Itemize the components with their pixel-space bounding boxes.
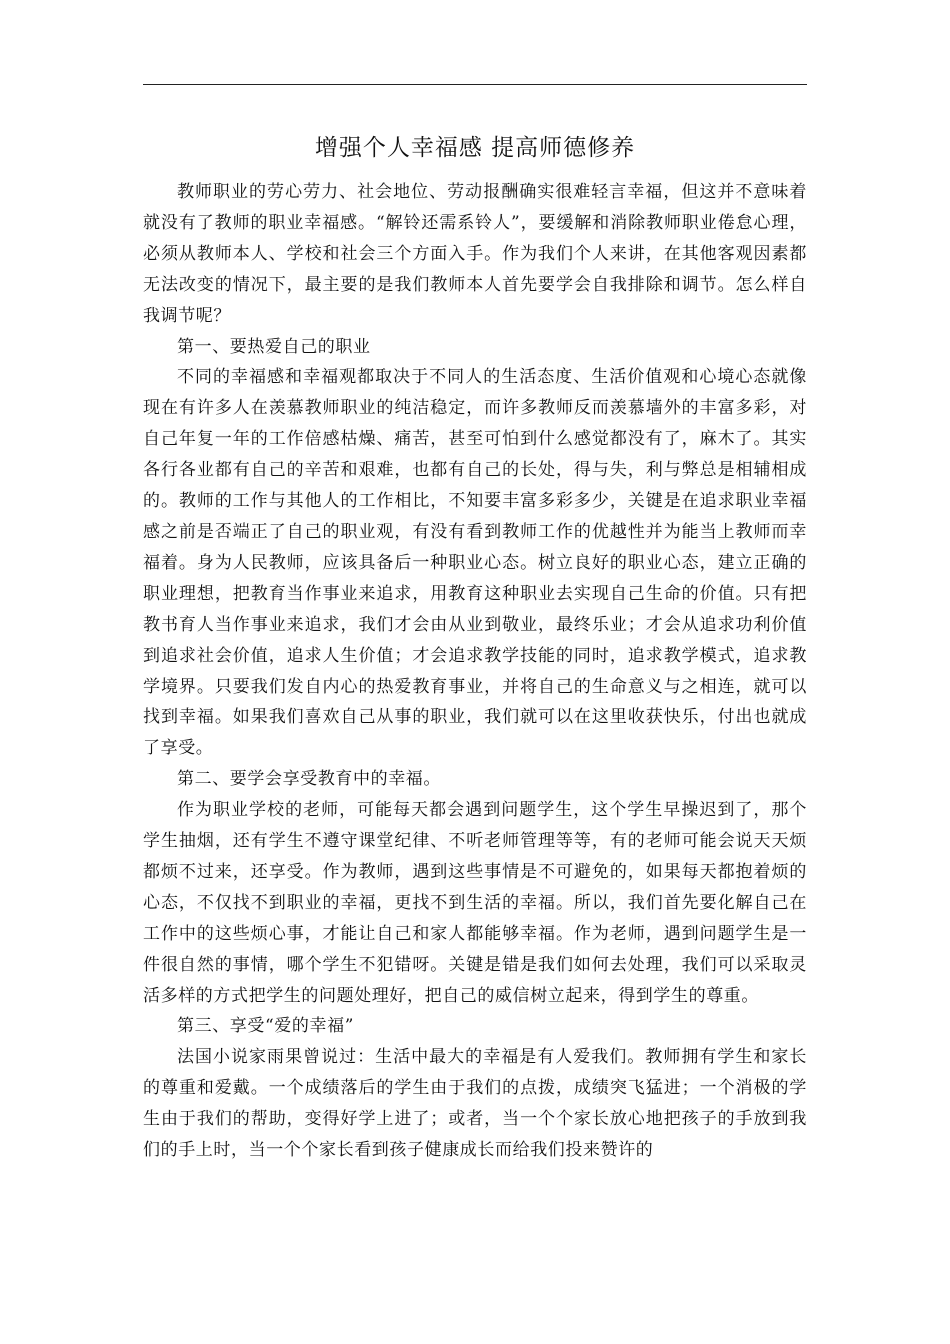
section-heading-2: 第二、要学会享受教育中的幸福。 [177, 769, 441, 790]
section-3-paragraph: 法国小说家雨果曾说过：生活中最大的幸福是有人爱我们。教师拥有学生和家长的尊重和爱戴。一个成绩落后的学生由于我们的点拨，成绩突飞猛进；一个消极的学生由于我们的帮助，变得好学上进了；或者，当一个个家长放心地把孩子的手放到我们的手上时，当一个个家长看到孩子健康成长而给我们投来赞许的 [143, 1047, 807, 1161]
section-heading-3: 第三、享受“爱的幸福” [177, 1016, 354, 1037]
document-body [143, 177, 807, 1166]
header-rule [143, 84, 807, 85]
document-title: 增强个人幸福感 提高师德修养 [314, 135, 636, 161]
section-2-paragraph: 作为职业学校的老师，可能每天都会遇到问题学生，这个学生早操迟到了，那个学生抽烟，还有学生不遵守课堂纪律、不听老师管理等等，有的老师可能会说天天烦都烦不过来，还享受。作为教师，遇到这些事情是不可避免的，如果每天都抱着烦的心态，不仅找不到职业的幸福，更找不到生活的幸福。所以，我们首先要化解自己在工作中的这些烦心事，才能让自己和家人都能够幸福。作为老师，遇到问题学生是一件很自然的事情，哪个学生不犯错呀。关键是错是我们如何去处理，我们可以采取灵活多样的方式把学生的问题处理好，把自己的威信树立起来，得到学生的尊重。 [143, 800, 807, 1006]
section-1-paragraph: 不同的幸福感和幸福观都取决于不同人的生活态度、生活价值观和心境心态就像现在有许多人在羡慕教师职业的纯洁稳定，而许多教师反而羡慕墙外的丰富多彩，对自己年复一年的工作倍感枯燥、痛苦，甚至可怕到什么感觉都没有了，麻木了。其实各行各业都有自己的辛苦和艰难，也都有自己的长处，得与失，利与弊总是相辅相成的。教师的工作与其他人的工作相比，不知要丰富多彩多少，关键是在追求职业幸福感之前是否端正了自己的职业观，有没有看到教师工作的优越性并为能当上教师而幸福着。身为人民教师，应该具备后一种职业心态。树立良好的职业心态，建立正确的职业理想，把教育当作事业来追求，用教育这种职业去实现自己生命的价值。只有把教书育人当作事业来追求，我们才会由从业到敬业，最终乐业；才会从追求功利价值到追求社会价值，追求人生价值；才会追求教学技能的同时，追求教学模式，追求教学境界。只要我们发自内心的热爱教育事业，并将自己的生命意义与之相连，就可以找到幸福。如果我们喜欢自己从事的职业，我们就可以在这里收获快乐，付出也就成了享受。 [143, 367, 807, 759]
section-heading-1: 第一、要热爱自己的职业 [177, 336, 371, 357]
intro-paragraph: 教师职业的劳心劳力、社会地位、劳动报酬确实很难轻言幸福，但这并不意味着就没有了教师的职业幸福感。“解铃还需系铃人”，要缓解和消除教师职业倦怠心理，必须从教师本人、学校和社会三个方面入手。作为我们个人来讲，在其他客观因素都无法改变的情况下，最主要的是我们教师本人首先要学会自我排除和调节。怎么样自我调节呢？ [143, 182, 807, 326]
